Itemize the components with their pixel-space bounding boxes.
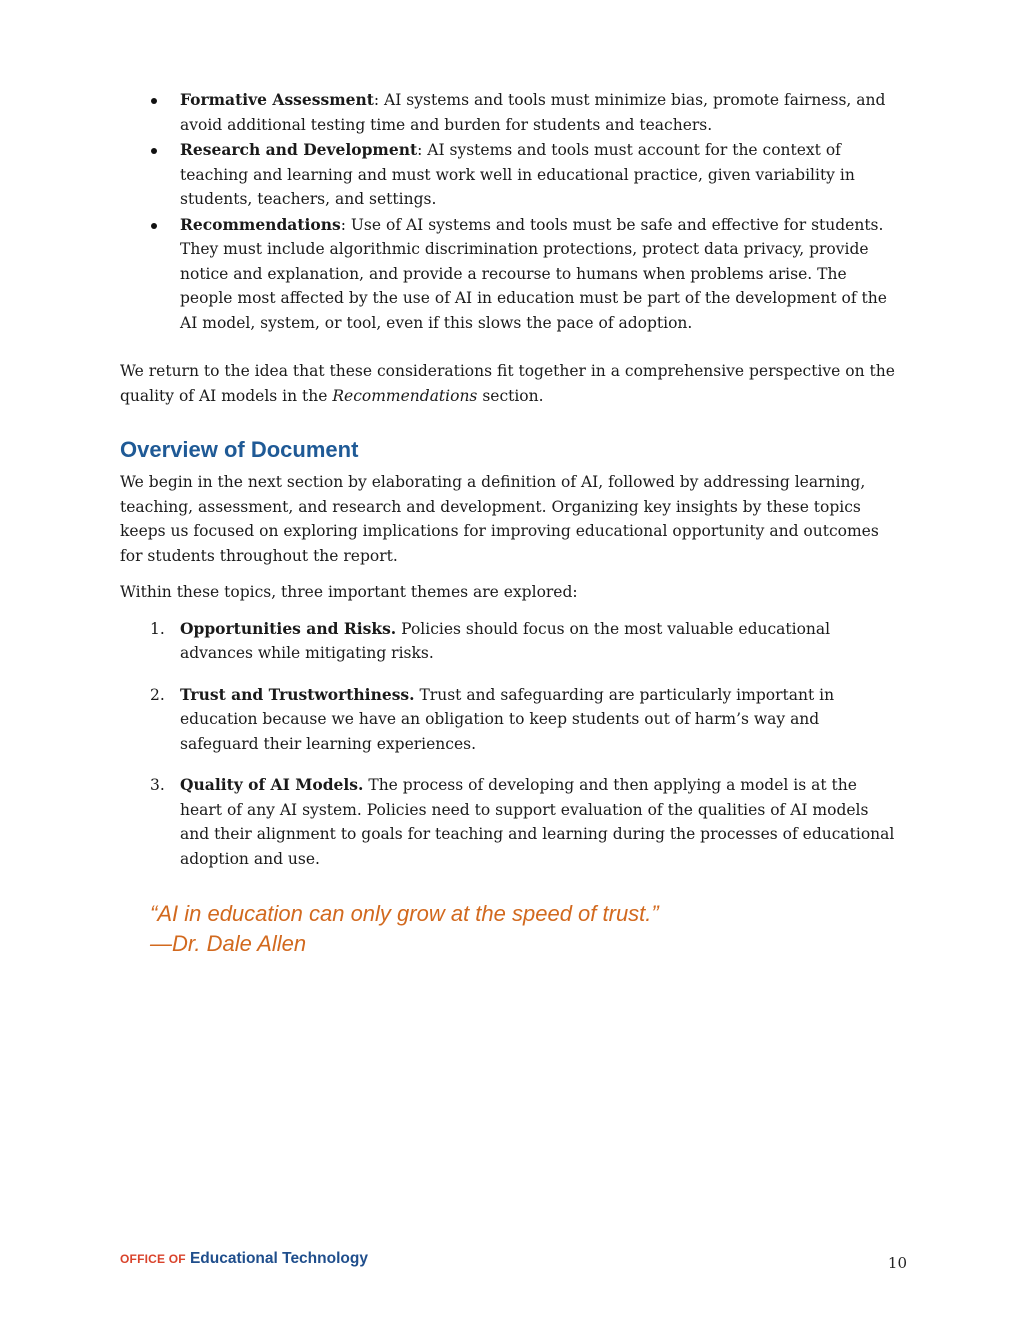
list-item-term: Quality of AI Models. xyxy=(180,775,364,794)
logo-name-text: Educational Technology xyxy=(189,1250,368,1267)
list-number: 3. xyxy=(150,776,165,794)
page-number: 10 xyxy=(887,1254,907,1272)
document-page xyxy=(120,88,900,959)
list-item xyxy=(120,773,900,871)
themes-list xyxy=(120,617,900,872)
list-item-text: : AI systems and tools must minimize bias, promote fairness, and avoid additional testing time and burden for students and teachers. xyxy=(180,91,886,134)
list-item-text: : AI systems and tools must account for the context of teaching and learning and must work well in educational practice, given variability in students, teachers, and settings. xyxy=(180,141,855,208)
return-paragraph-text: We return to the idea that these considerations fit together in a comprehensive perspective on the quality of AI models in the xyxy=(120,362,895,405)
overview-paragraph: We begin in the next section by elaborating a definition of AI, followed by addressing learning, teaching, assessment, and research and development. Organizing key insights by these topics keeps us focused on exploring implications for improving educational opportunity and outcomes for students throughout the report. xyxy=(120,473,879,565)
quote-attribution: —Dr. Dale Allen xyxy=(150,931,307,956)
list-item-term: Research and Development xyxy=(180,140,418,159)
list-item-text: Trust and safeguarding are particularly important in education because we have an obligation to keep students out of harm’s way and safeguard their learning experiences. xyxy=(180,685,835,753)
list-item-term: Formative Assessment xyxy=(180,90,374,109)
list-item-term: Trust and Trustworthiness. xyxy=(180,684,415,704)
list-number: 1. xyxy=(150,619,165,638)
section-heading: Overview of Document xyxy=(120,437,359,462)
list-item-term: Recommendations xyxy=(180,214,341,234)
bullet-icon xyxy=(151,223,157,229)
themes-intro: Within these topics, three important themes are explored: xyxy=(120,583,578,601)
logo-office-text: OFFICE OF xyxy=(120,1252,186,1266)
list-item xyxy=(120,88,900,137)
quote-text: “AI in education can only grow at the speed of trust.” xyxy=(150,901,659,926)
list-item xyxy=(120,138,900,212)
office-logo xyxy=(120,1250,368,1268)
list-item xyxy=(120,683,900,757)
recommendations-reference: Recommendations xyxy=(332,386,478,405)
return-paragraph-text-end: section. xyxy=(477,386,544,405)
bullet-icon xyxy=(151,98,157,104)
list-item xyxy=(120,213,900,336)
list-number: 2. xyxy=(150,685,165,704)
pull-quote xyxy=(150,899,900,959)
list-item-text: The process of developing and then applying a model is at the heart of any AI system. Policies need to support evaluation of the qualities of AI models and their alignment to goals for teaching and learning during the processes of educational adoption and use. xyxy=(180,776,895,868)
bullet-icon xyxy=(151,148,157,154)
list-item-text: Policies should focus on the most valuable educational advances while mitigating risks. xyxy=(180,619,831,662)
considerations-list xyxy=(120,88,900,335)
list-item xyxy=(120,617,900,666)
list-item-text: : Use of AI systems and tools must be safe and effective for students. They must include algorithmic discrimination protections, protect data privacy, provide notice and explanation, and provide a recourse to humans when problems arise. The people most affected by the use of AI in education must be part of the development of the AI model, system, or tool, even if this slows the pace of adoption. xyxy=(180,215,887,332)
list-item-term: Opportunities and Risks. xyxy=(180,618,397,638)
return-paragraph xyxy=(120,359,900,408)
